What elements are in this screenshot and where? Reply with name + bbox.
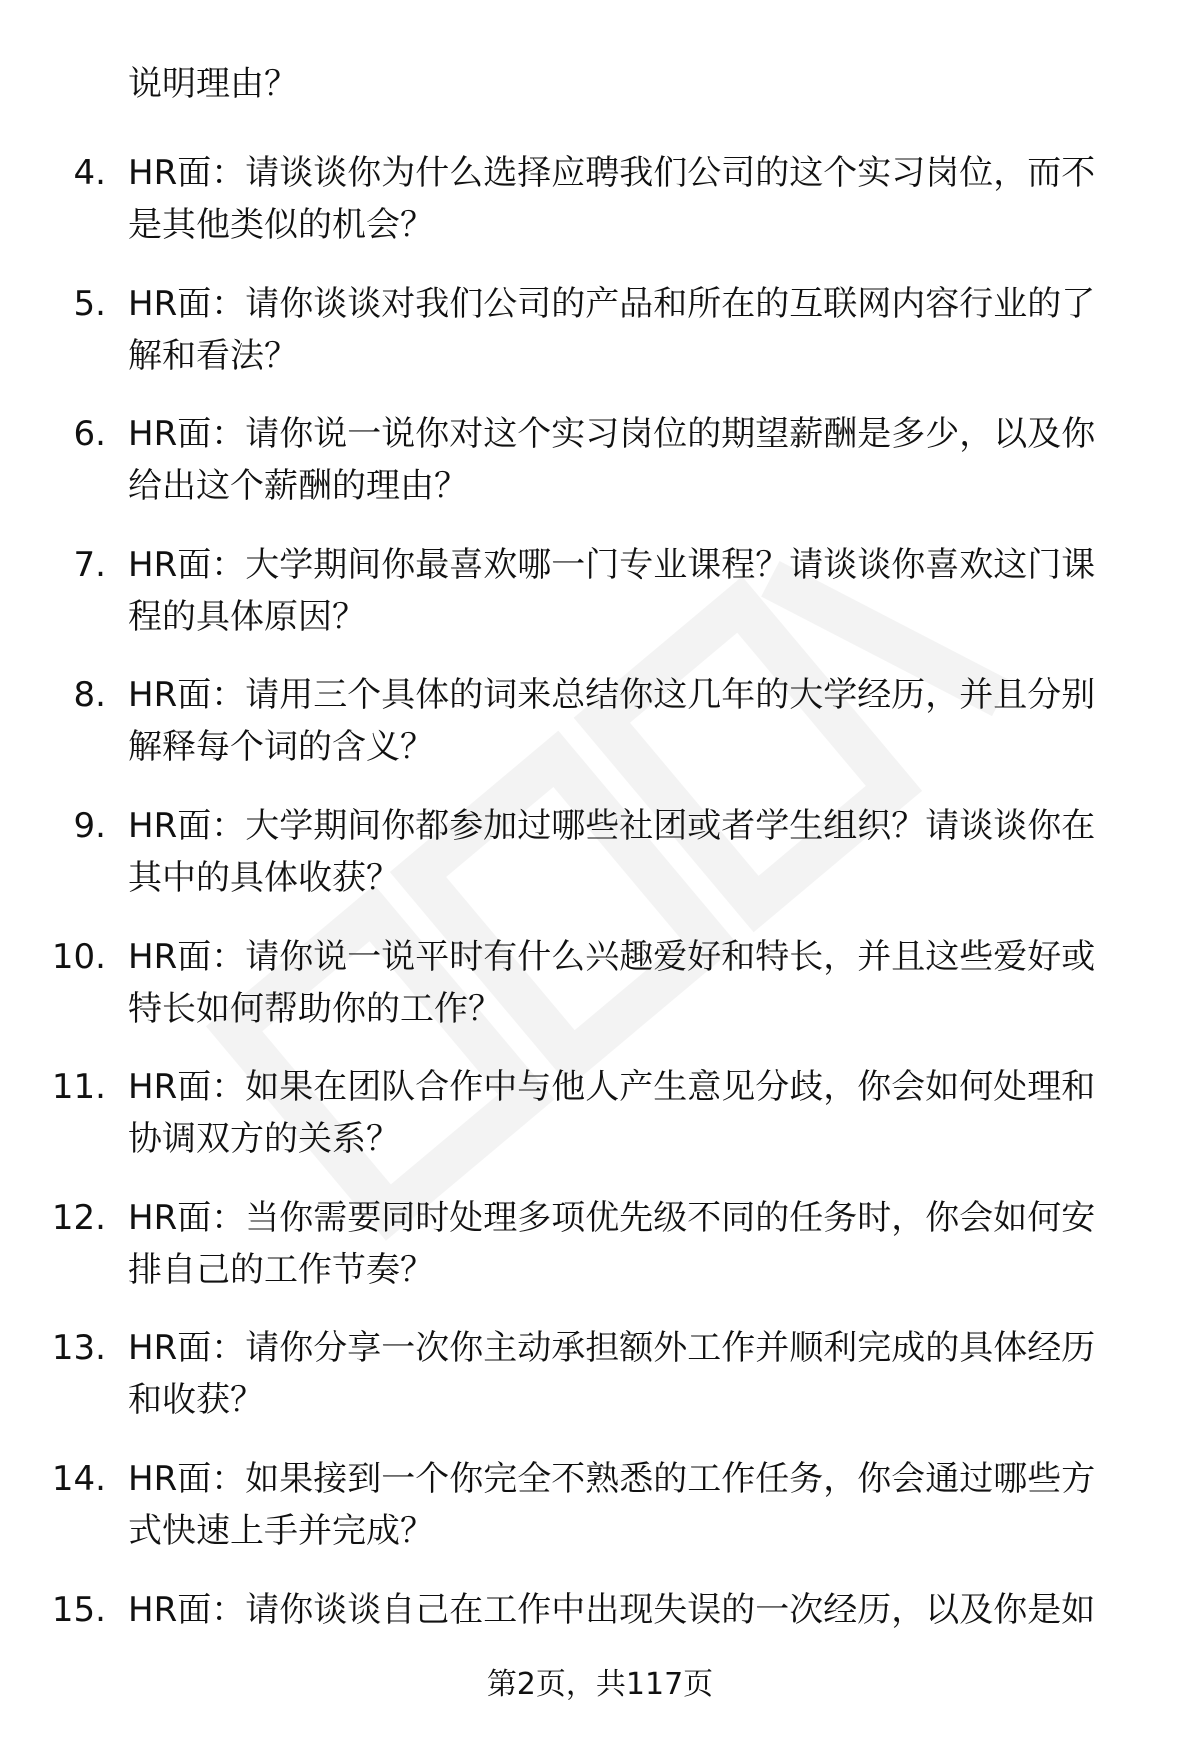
question-line: 程的具体原因？ [128, 596, 366, 637]
question-line: 解释每个词的含义？ [128, 727, 434, 768]
question-item [0, 1322, 1200, 1453]
question-text [128, 1453, 1158, 1557]
question-line: HR面：请你谈谈对我们公司的产品和所在的互联网内容行业的了 [128, 283, 1096, 324]
question-item [0, 1061, 1200, 1192]
question-line: 解和看法？ [128, 335, 298, 376]
question-item [0, 669, 1200, 800]
question-text [128, 539, 1158, 643]
question-line: HR面：请你说一说平时有什么兴趣爱好和特长，并且这些爱好或 [128, 936, 1096, 977]
question-text [128, 1061, 1158, 1165]
question-line: HR面：如果在团队合作中与他人产生意见分歧，你会如何处理和 [128, 1067, 1096, 1108]
question-text [128, 669, 1158, 773]
question-text [128, 931, 1158, 1035]
question-line: 是其他类似的机会？ [128, 205, 434, 245]
question-line: 式快速上手并完成？ [128, 1510, 434, 1551]
question-item [0, 278, 1200, 409]
question-line: HR面：请你谈谈自己在工作中出现失误的一次经历，以及你是如 [128, 1589, 1096, 1630]
page-footer: 第2页，共117页 [486, 1667, 714, 1702]
question-item [0, 408, 1200, 539]
question-number: 7. [73, 544, 106, 585]
question-line: HR面：如果接到一个你完全不熟悉的工作任务，你会通过哪些方 [128, 1458, 1096, 1499]
question-item [0, 800, 1200, 931]
question-text [128, 147, 1158, 251]
question-item [0, 931, 1200, 1062]
question-number: 12. [51, 1197, 106, 1238]
question-line: 和收获？ [128, 1380, 264, 1421]
question-text [128, 1584, 1158, 1636]
question-line: HR面：请你说一说你对这个实习岗位的期望薪酬是多少，以及你 [128, 414, 1096, 455]
question-line: HR面：大学期间你最喜欢哪一门专业课程？请谈谈你喜欢这门课 [128, 544, 1096, 585]
question-text [128, 408, 1158, 512]
question-text [128, 278, 1158, 382]
question-list [0, 147, 1200, 1714]
question-number: 14. [51, 1458, 106, 1499]
question-line: HR面：大学期间你都参加过哪些社团或者学生组织？请谈谈你在 [128, 805, 1096, 846]
question-line: 排自己的工作节奏？ [128, 1249, 434, 1290]
question-item [0, 147, 1200, 278]
question-number: 11. [51, 1067, 106, 1108]
question-number: 8. [73, 675, 106, 716]
question-number: 5. [73, 283, 106, 324]
question-text [128, 1192, 1158, 1296]
question-item [0, 1453, 1200, 1584]
question-line: HR面：当你需要同时处理多项优先级不同的任务时，你会如何安 [128, 1197, 1096, 1238]
question-item [0, 1192, 1200, 1323]
question-line: 协调双方的关系？ [128, 1119, 400, 1160]
question-line: 给出这个薪酬的理由？ [128, 466, 468, 507]
question-number: 6. [73, 414, 106, 455]
question-line: HR面：请谈谈你为什么选择应聘我们公司的这个实习岗位，而不 [128, 153, 1096, 193]
question-number: 4. [73, 153, 106, 193]
question-line: 其中的具体收获？ [128, 857, 400, 898]
question-line: 特长如何帮助你的工作？ [128, 988, 502, 1029]
question-line: HR面：请你分享一次你主动承担额外工作并顺利完成的具体经历 [128, 1328, 1096, 1369]
question-number: 15. [51, 1589, 106, 1630]
question-number: 9. [73, 805, 106, 846]
question-number: 13. [51, 1328, 106, 1369]
question-text [128, 1322, 1158, 1426]
question-number: 10. [51, 936, 106, 977]
question-text [128, 800, 1158, 904]
question-line: HR面：请用三个具体的词来总结你这几年的大学经历，并且分别 [128, 675, 1096, 716]
continuation-text: 说明理由？ [128, 64, 298, 104]
question-item [0, 539, 1200, 670]
